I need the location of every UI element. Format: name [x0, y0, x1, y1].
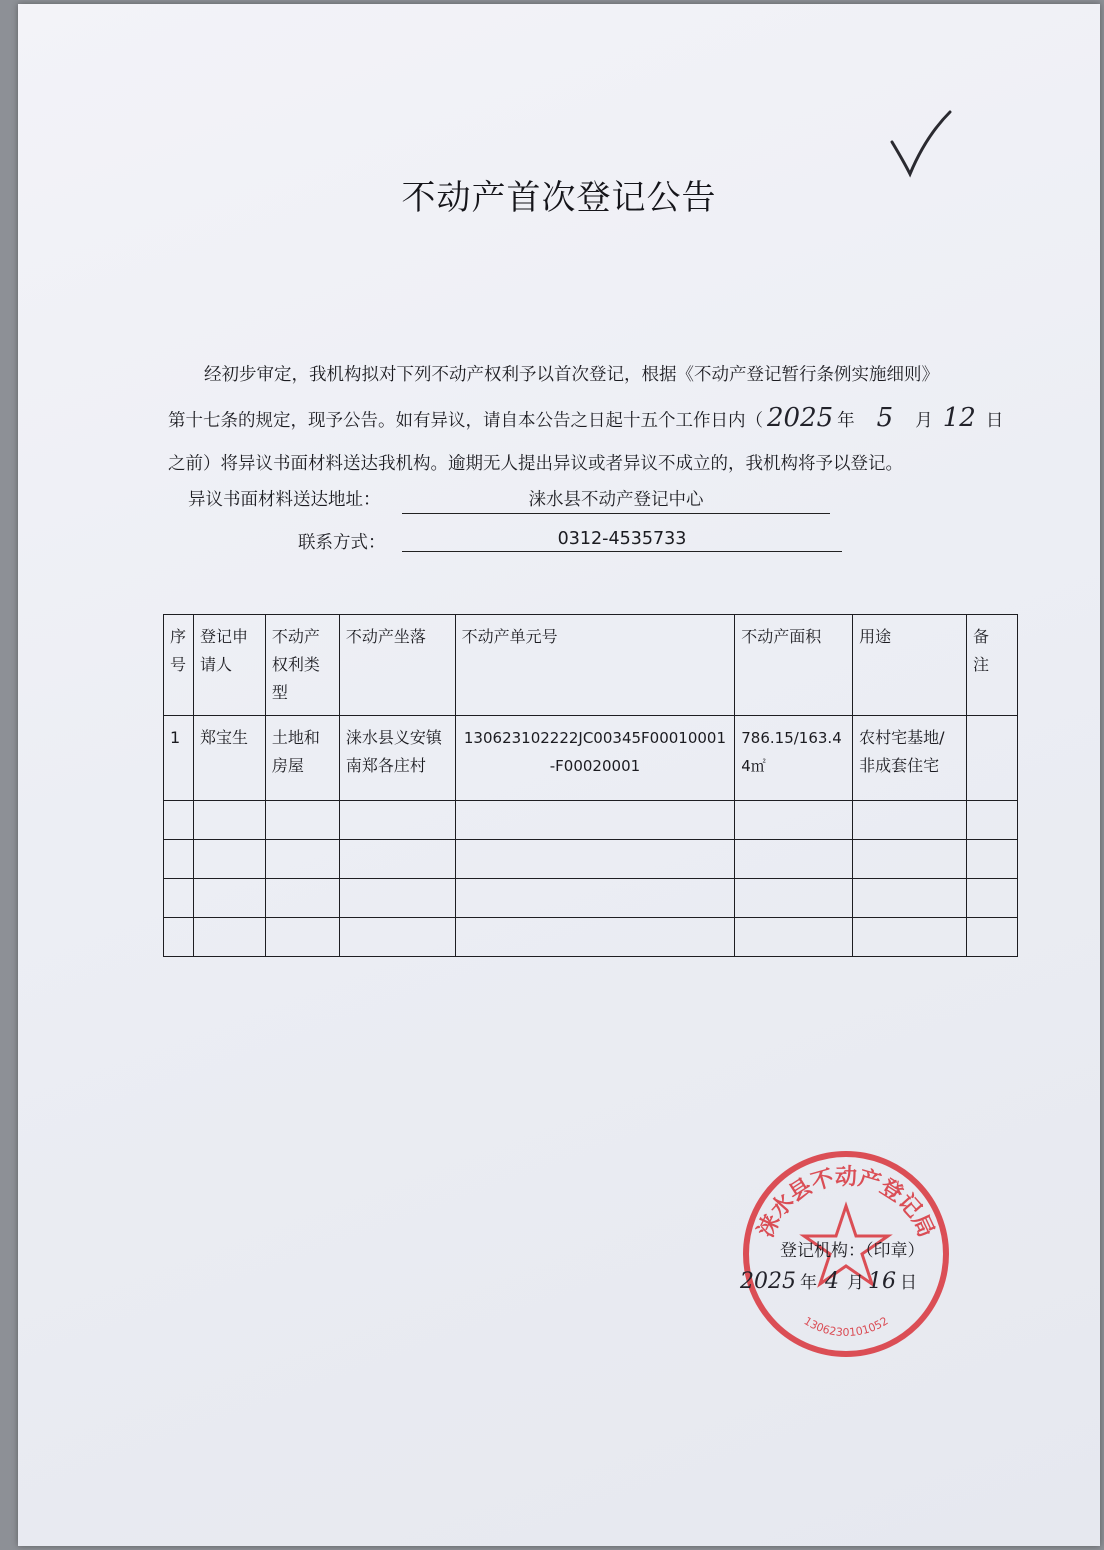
notice-paragraph — [168, 354, 1018, 486]
footer-year: 2025 — [740, 1269, 796, 1294]
table-row-empty — [164, 840, 1018, 879]
address-value: 涞水县不动产登记中心 — [402, 486, 830, 514]
seal-code: 1306230101052 — [801, 1314, 891, 1340]
cell-applicant: 郑宝生 — [193, 716, 265, 801]
header-usage: 用途 — [853, 615, 967, 716]
table-row-empty — [164, 918, 1018, 957]
header-area: 不动产面积 — [735, 615, 853, 716]
contact-label: 联系方式： — [298, 533, 386, 553]
document-page — [18, 4, 1100, 1546]
cell-area: 786.15/163.44㎡ — [735, 716, 853, 801]
address-label: 异议书面材料送达地址： — [188, 490, 381, 510]
deadline-year: 2025 — [767, 403, 834, 433]
footer-day-char: 日 — [900, 1273, 917, 1293]
footer-year-char: 年 — [800, 1273, 817, 1293]
address-row — [188, 486, 704, 511]
header-no: 序 号 — [164, 615, 194, 716]
header-applicant: 登记申 请人 — [193, 615, 265, 716]
contact-value: 0312-4535733 — [402, 529, 842, 552]
table-row — [164, 716, 1018, 801]
table-header-row — [164, 615, 1018, 716]
table-row-empty — [164, 879, 1018, 918]
header-right-type: 不动产 权利类 型 — [265, 615, 339, 716]
deadline-month: 5 — [876, 403, 894, 433]
agency-label: 登记机构：（印章） — [780, 1241, 925, 1261]
paragraph-line-3: 之前）将异议书面材料送达我机构。逾期无人提出异议或者异议不成立的，我机构将予以登记。 — [168, 454, 903, 474]
contact-row — [298, 529, 687, 554]
table-row-empty — [164, 801, 1018, 840]
header-unit-no: 不动产单元号 — [455, 615, 735, 716]
seal-text: 涞水县不动产登记局 — [752, 1164, 940, 1242]
month-char: 月 — [915, 411, 933, 431]
cell-location: 涞水县义安镇南郑各庄村 — [339, 716, 455, 801]
footer-day: 16 — [868, 1269, 896, 1294]
cell-usage: 农村宅基地/非成套住宅 — [853, 716, 967, 801]
header-remark: 备 注 — [966, 615, 1017, 716]
year-char: 年 — [837, 411, 855, 431]
footer-date — [736, 1268, 917, 1294]
paragraph-line-2 — [168, 397, 1018, 443]
property-table — [163, 614, 1018, 957]
day-char: 日 — [985, 411, 1004, 431]
footer-month-char: 月 — [847, 1273, 864, 1293]
svg-text:1306230101052 — [802, 1314, 891, 1339]
cell-no: 1 — [164, 716, 194, 801]
deadline-day: 12 — [942, 403, 976, 433]
cell-right-type: 土地和房屋 — [265, 716, 339, 801]
header-location: 不动产坐落 — [339, 615, 455, 716]
footer-month: 4 — [825, 1269, 839, 1294]
cell-remark — [966, 716, 1017, 801]
page-title: 不动产首次登记公告 — [401, 178, 717, 218]
paragraph-line-1: 经初步审定，我机构拟对下列不动产权利予以首次登记，根据《不动产登记暂行条例实施细则》 — [204, 365, 939, 385]
paragraph-line-2-text: 第十七条的规定，现予公告。如有异议，请自本公告之日起十五个工作日内（ — [168, 411, 763, 431]
cell-unit-no: 130623102222JC00345F00010001-F00020001 — [455, 716, 735, 801]
